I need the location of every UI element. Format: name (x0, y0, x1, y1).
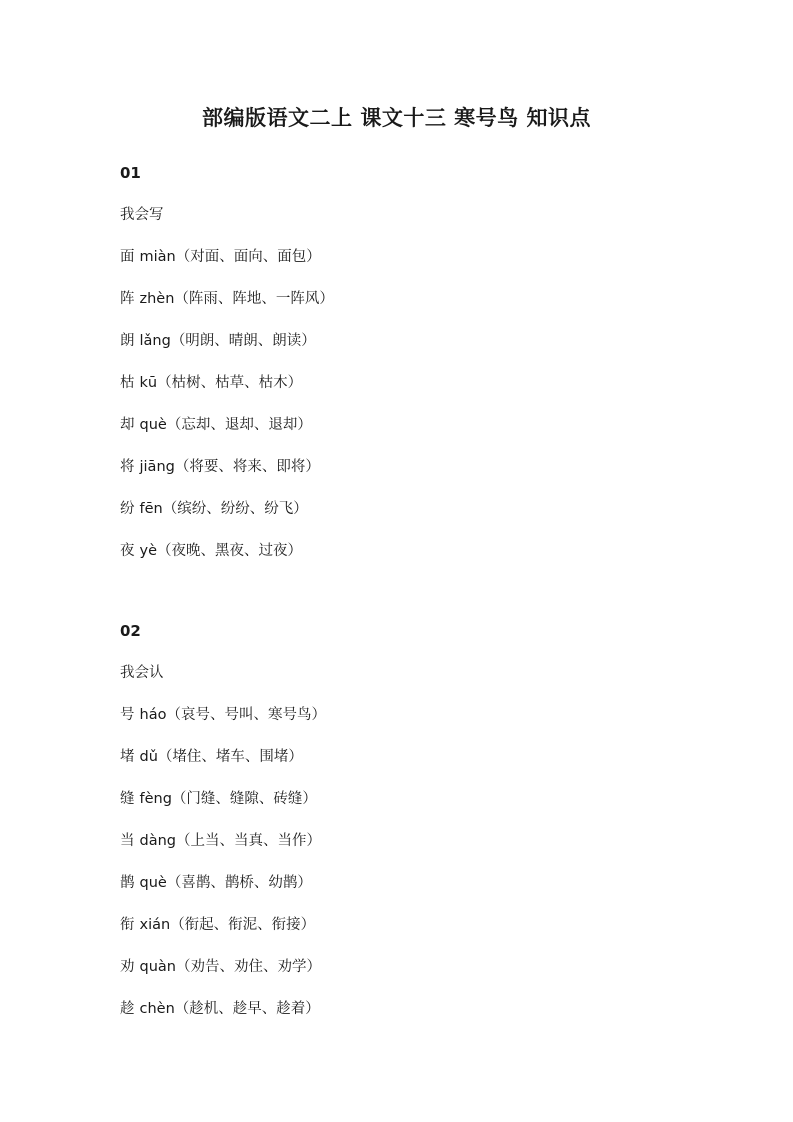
vocab-entry (120, 288, 680, 310)
vocab-entry (120, 704, 680, 726)
vocab-examples: （哀号、号叫、寒号鸟） (166, 707, 326, 723)
vocab-entry (120, 956, 680, 978)
vocab-pinyin: dǔ (139, 749, 158, 765)
vocab-character: 当 (120, 833, 135, 849)
vocab-pinyin: dàng (139, 833, 176, 849)
vocab-examples: （衔起、衔泥、衔接） (170, 917, 316, 933)
vocab-pinyin: fèng (139, 791, 172, 807)
vocab-examples: （阵雨、阵地、一阵风） (174, 291, 334, 307)
vocab-examples: （对面、面向、面包） (175, 249, 321, 265)
vocab-entry (120, 998, 680, 1020)
vocab-examples: （夜晚、黑夜、过夜） (157, 543, 303, 559)
vocab-character: 衔 (120, 917, 135, 933)
vocab-character: 堵 (120, 749, 135, 765)
vocab-character: 却 (120, 417, 135, 433)
vocab-entry (120, 788, 680, 810)
vocab-character: 纷 (120, 501, 135, 517)
vocab-entry (120, 914, 680, 936)
vocab-examples: （缤纷、纷纷、纷飞） (162, 501, 308, 517)
vocab-pinyin: fēn (139, 501, 163, 517)
vocab-examples: （上当、当真、当作） (175, 833, 321, 849)
vocab-character: 枯 (120, 375, 135, 391)
vocab-character: 阵 (120, 291, 135, 307)
vocab-pinyin: zhèn (139, 291, 175, 307)
section-heading: 我会写 (120, 207, 164, 223)
vocab-entry (120, 540, 680, 562)
vocab-entry (120, 414, 680, 436)
vocab-entry (120, 830, 680, 852)
vocab-character: 朗 (120, 333, 135, 349)
vocab-entry (120, 456, 680, 478)
vocab-character: 将 (120, 459, 135, 475)
vocab-entry (120, 330, 680, 352)
section-number: 02 (120, 622, 141, 640)
vocab-character: 缝 (120, 791, 135, 807)
vocab-examples: （枯树、枯草、枯木） (157, 375, 303, 391)
vocab-entry (120, 746, 680, 768)
vocab-examples: （门缝、缝隙、砖缝） (171, 791, 317, 807)
vocab-pinyin: háo (139, 707, 167, 723)
vocab-character: 鹊 (120, 875, 135, 891)
vocab-examples: （堵住、堵车、围堵） (157, 749, 303, 765)
vocab-examples: （将要、将来、即将） (174, 459, 320, 475)
vocab-character: 夜 (120, 543, 135, 559)
vocab-pinyin: lǎng (139, 333, 171, 349)
section-heading: 我会认 (120, 665, 164, 681)
vocab-entry (120, 246, 680, 268)
vocab-pinyin: miàn (139, 249, 176, 265)
vocab-pinyin: chèn (139, 1001, 175, 1017)
vocab-examples: （趁机、趁早、趁着） (174, 1001, 320, 1017)
section-write (120, 162, 680, 562)
vocab-pinyin: què (139, 417, 167, 433)
document-title: 部编版语文二上 课文十三 寒号鸟 知识点 (202, 106, 591, 130)
vocab-pinyin: jiāng (139, 459, 175, 475)
vocab-entry (120, 498, 680, 520)
vocab-entry (120, 872, 680, 894)
vocab-character: 号 (120, 707, 135, 723)
vocab-examples: （劝告、劝住、劝学） (175, 959, 321, 975)
vocab-pinyin: quàn (139, 959, 176, 975)
vocab-character: 劝 (120, 959, 135, 975)
section-recognize (120, 620, 680, 1020)
vocab-examples: （明朗、晴朗、朗读） (170, 333, 316, 349)
vocab-examples: （忘却、退却、退却） (166, 417, 312, 433)
vocab-entry (120, 372, 680, 394)
vocab-pinyin: kū (139, 375, 158, 391)
section-number: 01 (120, 164, 141, 182)
vocab-examples: （喜鹊、鹊桥、幼鹊） (166, 875, 312, 891)
vocab-character: 面 (120, 249, 135, 265)
vocab-pinyin: xián (139, 917, 171, 933)
vocab-pinyin: què (139, 875, 167, 891)
vocab-character: 趁 (120, 1001, 135, 1017)
vocab-pinyin: yè (139, 543, 158, 559)
